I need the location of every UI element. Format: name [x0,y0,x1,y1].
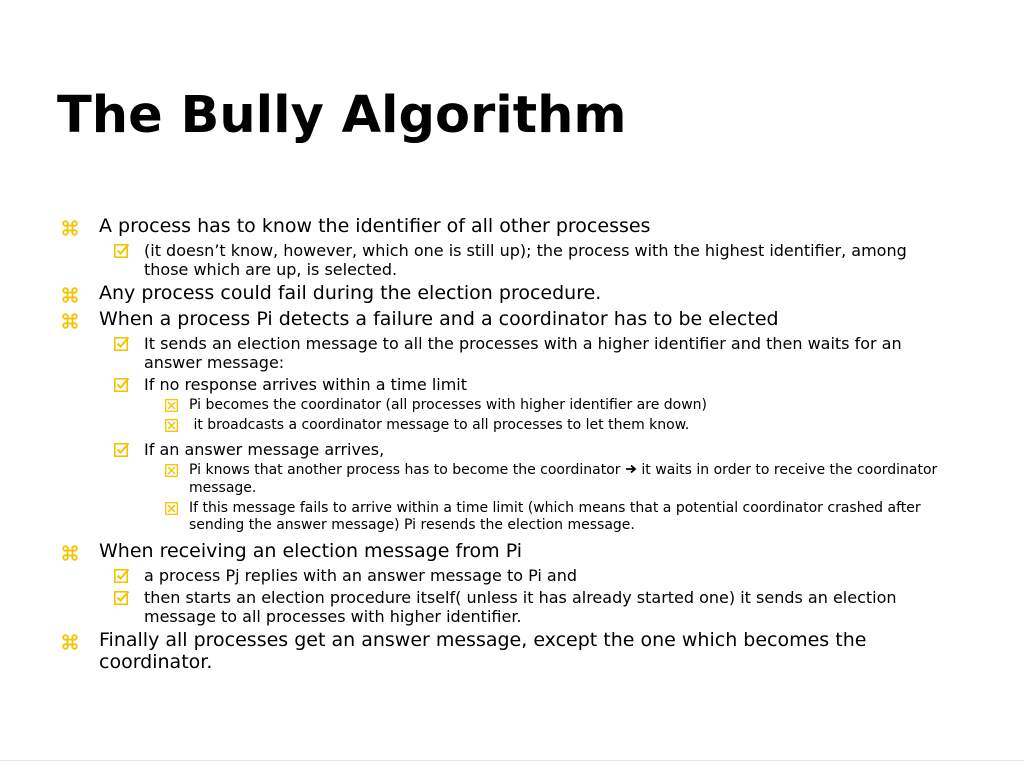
bullet-text: If an answer message arrives, [144,440,385,459]
bullet-item [0,334,954,372]
bullet-text-part: it waits in order to receive the coordinator message. [189,462,942,496]
bullet-item [0,308,959,330]
checkbox-check-icon [114,568,130,587]
command-key-icon [62,286,78,308]
bullet-text-part: Pi knows that another process has to become the coordinator [189,462,625,478]
bullet-text: (it doesn’t know, however, which one is still up); the process with the highest identifier, among those which are up, is selected. [144,241,907,279]
bullet-text: If no response arrives within a time limit [144,375,468,394]
bullet-item [0,629,959,673]
bullet-item [0,566,954,585]
checkbox-x-icon [165,464,178,482]
bullet-item [0,500,949,534]
bullet-item [0,375,954,394]
bullet-text: then starts an election procedure itself( unless it has already started one) it sends an election message to all processes with higher identifier. [144,588,897,626]
bullet-text: Any process could fail during the election procedure. [99,282,602,304]
right-arrow-icon [625,463,637,480]
checkbox-x-icon [165,419,178,437]
bullet-item [0,417,949,434]
bullet-item [0,215,959,237]
bullet-text: Finally all processes get an answer message, except the one which becomes the coordinator. [99,629,867,673]
checkbox-check-icon [114,336,130,355]
bullet-text: It sends an election message to all the processes with a higher identifier and then waits for an answer message: [144,334,902,372]
checkbox-check-icon [114,442,130,461]
checkbox-check-icon [114,377,130,396]
bullet-list [0,215,1024,677]
bullet-text: When receiving an election message from Pi [99,540,523,562]
bullet-item [0,462,949,497]
checkbox-check-icon [114,243,130,262]
checkbox-check-icon [114,590,130,609]
bullet-text: A process has to know the identifier of all other processes [99,215,651,237]
command-key-icon [62,312,78,334]
bullet-item [0,282,959,304]
bullet-text: a process Pj replies with an answer message to Pi and [144,566,578,585]
bullet-text: it broadcasts a coordinator message to all processes to let them know. [189,417,690,433]
command-key-icon [62,219,78,241]
bullet-item [0,397,949,414]
bullet-text: Pi becomes the coordinator (all processes with higher identifier are down) [189,397,708,413]
bullet-text: If this message fails to arrive within a time limit (which means that a potential coordinator crashed after sending the answer message) Pi resends the election message. [189,500,921,533]
footer-divider [0,760,1024,761]
bullet-item [0,440,954,459]
bullet-text: When a process Pi detects a failure and a coordinator has to be elected [99,308,779,330]
slide-title: The Bully Algorithm [57,86,627,145]
checkbox-x-icon [165,502,178,520]
command-key-icon [62,544,78,566]
bullet-item [0,588,954,626]
bullet-item [0,540,959,562]
checkbox-x-icon [165,399,178,417]
bullet-text [189,462,949,497]
bullet-item [0,241,954,279]
command-key-icon [62,633,78,655]
